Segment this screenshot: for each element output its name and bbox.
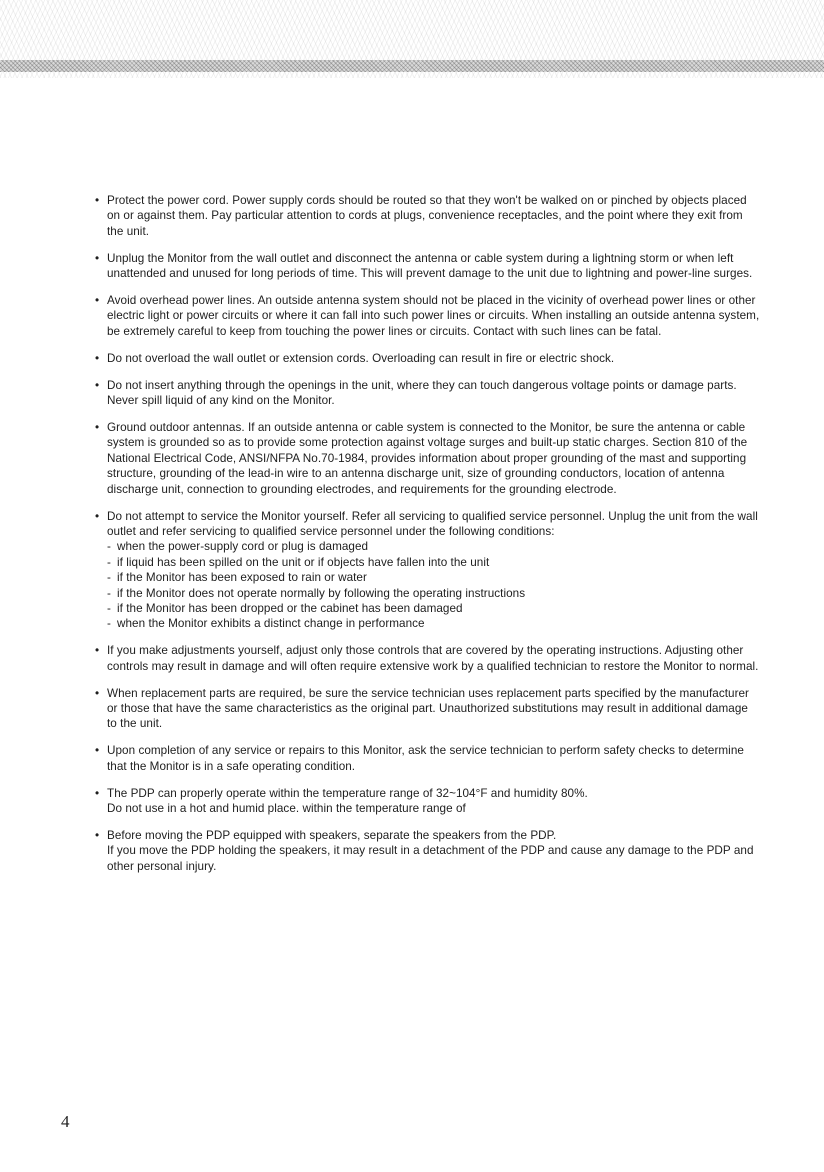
safety-item-power-lines bbox=[95, 293, 760, 339]
safety-item-power-cord bbox=[95, 193, 760, 239]
bullet-icon: • bbox=[95, 828, 100, 842]
bullet-icon: • bbox=[95, 686, 100, 700]
safety-item-adjustments bbox=[95, 643, 760, 674]
condition-text: if liquid has been spilled on the unit or if objects have fallen into the unit bbox=[117, 555, 490, 569]
bullet-icon: • bbox=[95, 294, 100, 308]
dash-icon: - bbox=[107, 586, 111, 600]
condition-item bbox=[107, 539, 760, 554]
condition-text: if the Monitor does not operate normally by following the operating instructions bbox=[117, 586, 526, 600]
bullet-icon: • bbox=[95, 351, 100, 365]
service-conditions-list bbox=[107, 539, 760, 631]
page-number: 4 bbox=[61, 1112, 70, 1131]
bullet-icon: • bbox=[95, 378, 100, 392]
safety-item-replacement-parts bbox=[95, 686, 760, 732]
bullet-icon: • bbox=[95, 194, 100, 207]
safety-item-temperature bbox=[95, 786, 760, 817]
safety-item-servicing bbox=[95, 509, 760, 632]
safety-item-text: The PDP can properly operate within the temperature range of 32~104°F and humidity 80%. bbox=[107, 786, 588, 800]
header-dotted-strip bbox=[0, 60, 824, 72]
condition-item bbox=[107, 555, 760, 570]
safety-item-text-continued: Do not use in a hot and humid place. within the temperature range of bbox=[107, 802, 466, 815]
safety-item-text: Before moving the PDP equipped with speakers, separate the speakers from the PDP. bbox=[107, 828, 557, 842]
safety-item-text: Do not insert anything through the openings in the unit, where they can touch dangerous voltage points or damage parts. Never spill liquid of any kind on the Monitor. bbox=[107, 378, 737, 408]
dash-icon: - bbox=[107, 571, 111, 585]
safety-item-text: If you make adjustments yourself, adjust only those controls that are covered by the operating instructions. Adjusting other controls may result in damage and will often require extensive work by a qualified technician to restore the Monitor to normal. bbox=[107, 644, 759, 673]
safety-item-unplug bbox=[95, 251, 760, 282]
condition-text: when the Monitor exhibits a distinct change in performance bbox=[117, 617, 425, 631]
safety-item-grounding bbox=[95, 420, 760, 497]
bullet-icon: • bbox=[95, 644, 100, 658]
dash-icon: - bbox=[107, 555, 111, 569]
condition-text: if the Monitor has been dropped or the cabinet has been damaged bbox=[117, 601, 463, 615]
bullet-icon: • bbox=[95, 786, 100, 800]
bullet-icon: • bbox=[95, 420, 100, 434]
dash-icon: - bbox=[107, 617, 111, 631]
condition-item bbox=[107, 586, 760, 601]
condition-text: when the power-supply cord or plug is damaged bbox=[117, 540, 369, 554]
safety-item-text-continued: If you move the PDP holding the speakers, it may result in a detachment of the PDP and cause any damage to the PDP and other personal injury. bbox=[107, 844, 754, 873]
safety-item-overload bbox=[95, 351, 760, 366]
safety-item-openings bbox=[95, 378, 760, 409]
safety-item-safety-check bbox=[95, 743, 760, 774]
safety-item-text: Protect the power cord. Power supply cords should be routed so that they won't be walked on or pinched by objects placed on or against them. Pay particular attention to cords at plugs, convenience receptacles, and the point where they exit from the unit. bbox=[107, 194, 747, 238]
safety-item-speakers bbox=[95, 828, 760, 874]
safety-item-text: Avoid overhead power lines. An outside antenna system should not be placed in the vicinity of overhead power lines or other electric light or power circuits or where it can fall into such power lines or circuits. When installing an outside antenna system, be extremely careful to keep from touching the power lines or circuits. Contact with such lines can be fatal. bbox=[107, 294, 760, 338]
bullet-icon: • bbox=[95, 744, 100, 758]
dash-icon: - bbox=[107, 601, 111, 615]
dash-icon: - bbox=[107, 540, 111, 554]
bullet-icon: • bbox=[95, 251, 100, 265]
safety-item-text: Do not overload the wall outlet or extension cords. Overloading can result in fire or electric shock. bbox=[107, 351, 615, 365]
condition-item bbox=[107, 601, 760, 616]
safety-item-text: Ground outdoor antennas. If an outside antenna or cable system is connected to the Monitor, be sure the antenna or cable system is grounded so as to provide some protection against voltage surges and built-up static charges. Section 810 of the National Electrical Code, ANSI/NFPA No.70-1984, provides information about proper grounding of the mast and supporting structure, grounding of the lead-in wire to an antenna discharge unit, size of grounding conductors, location of antenna discharge unit, connection to grounding electrodes, and requirements for the grounding electrode. bbox=[107, 420, 748, 496]
safety-item-text: Upon completion of any service or repairs to this Monitor, ask the service technician to perform safety checks to determine that the Monitor is in a safe operating condition. bbox=[107, 744, 744, 773]
condition-text: if the Monitor has been exposed to rain or water bbox=[117, 571, 367, 585]
condition-item bbox=[107, 616, 760, 631]
safety-item-text: Do not attempt to service the Monitor yourself. Refer all servicing to qualified service personnel. Unplug the unit from the wall outlet and refer servicing to qualified service personnel under the following conditions: bbox=[107, 509, 758, 538]
safety-instructions-list bbox=[95, 193, 760, 886]
bullet-icon: • bbox=[95, 509, 100, 523]
condition-item bbox=[107, 570, 760, 585]
safety-item-text: When replacement parts are required, be sure the service technician uses replacement parts specified by the manufacturer or those that have the same characteristics as the original part. Unauthorized substitutions may result in additional damage to the unit. bbox=[107, 686, 749, 731]
safety-item-text: Unplug the Monitor from the wall outlet and disconnect the antenna or cable system during a lightning storm or when left unattended and unused for long periods of time. This will prevent damage to the unit due to lightning and power-line surges. bbox=[107, 251, 753, 281]
